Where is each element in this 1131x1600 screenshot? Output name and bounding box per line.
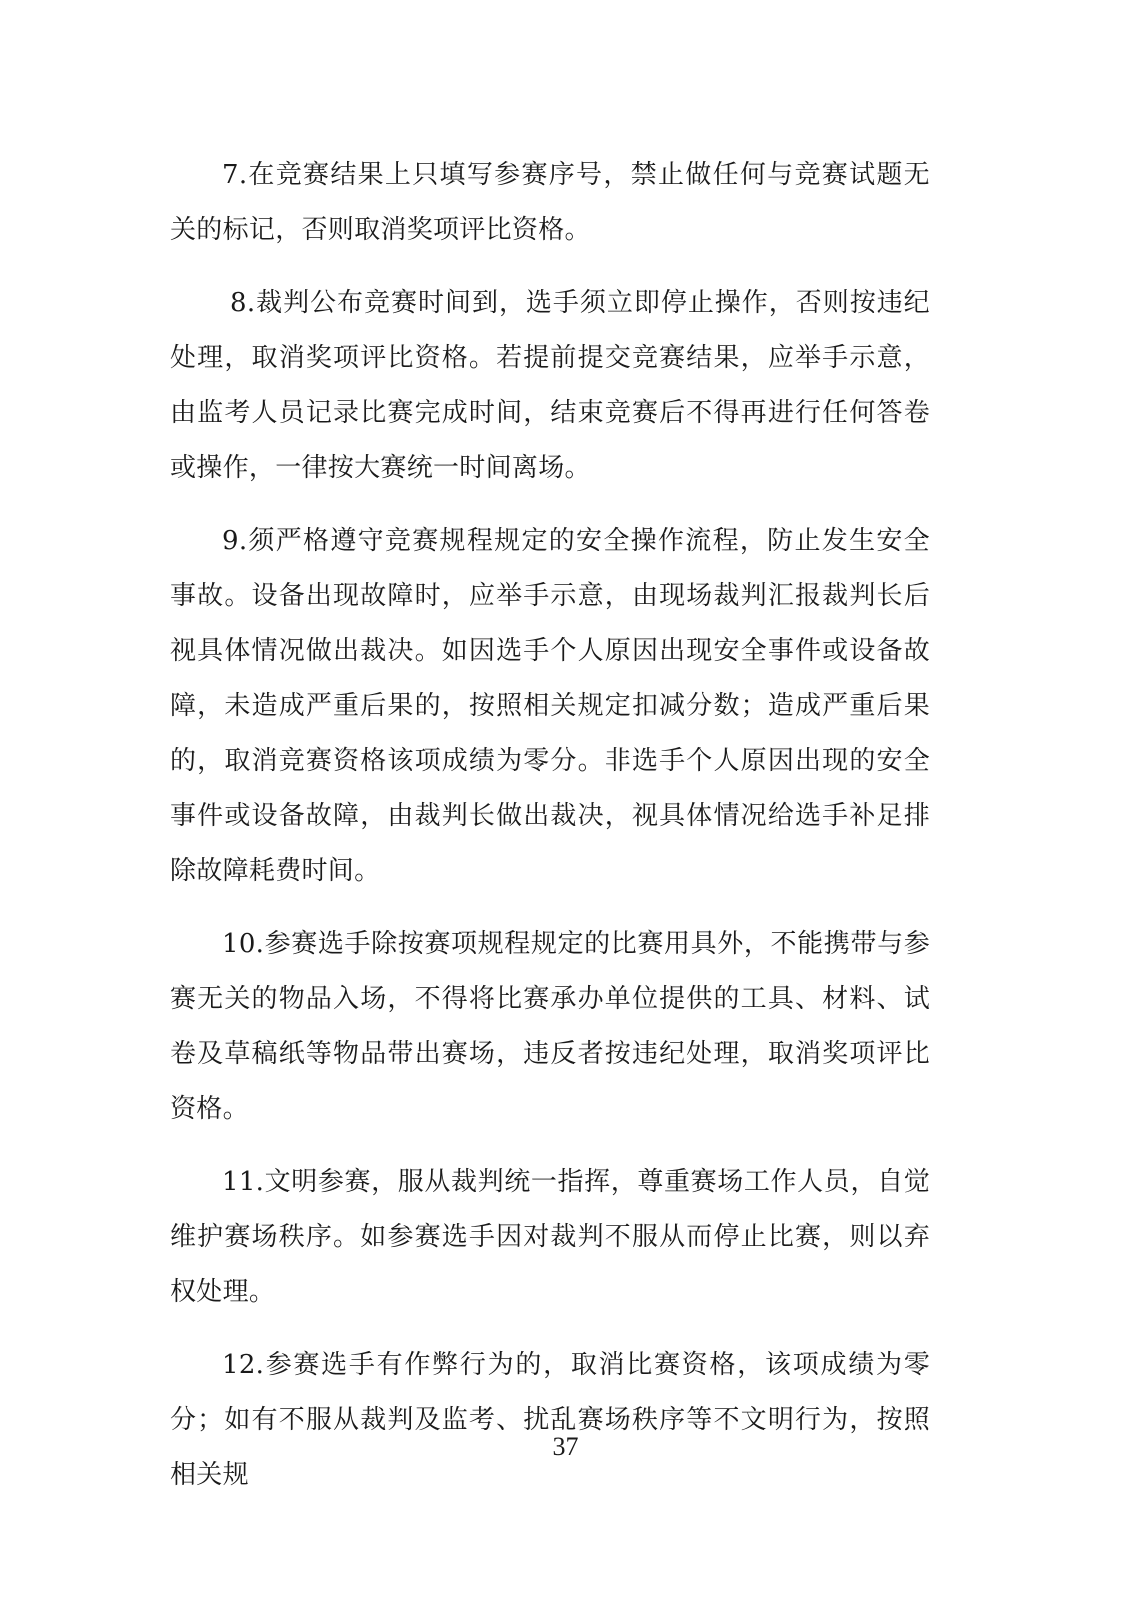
- page-body: [170, 148, 930, 1503]
- paragraph-rule-7: 7.在竞赛结果上只填写参赛序号，禁止做任何与竞赛试题无关的标记，否则取消奖项评比资格。: [170, 160, 930, 245]
- page-number: 37: [552, 1432, 579, 1461]
- paragraph-rule-11: 11.文明参赛，服从裁判统一指挥，尊重赛场工作人员，自觉维护赛场秩序。如参赛选手因对裁判不服从而停止比赛，则以弃权处理。: [170, 1167, 930, 1307]
- paragraph-rule-10: 10.参赛选手除按赛项规程规定的比赛用具外，不能携带与参赛无关的物品入场，不得将比赛承办单位提供的工具、材料、试卷及草稿纸等物品带出赛场，违反者按违纪处理，取消奖项评比资格。: [170, 929, 930, 1124]
- paragraph-rule-12: 12.参赛选手有作弊行为的，取消比赛资格，该项成绩为零分；如有不服从裁判及监考、扰乱赛场秩序等不文明行为，按照相关规: [170, 1350, 930, 1490]
- paragraph-rule-9: 9.须严格遵守竞赛规程规定的安全操作流程，防止发生安全事故。设备出现故障时，应举手示意，由现场裁判汇报裁判长后视具体情况做出裁决。如因选手个人原因出现安全事件或设备故障，未造成严重后果的，按照相关规定扣减分数；造成严重后果的，取消竞赛资格该项成绩为零分。非选手个人原因出现的安全事件或设备故障，由裁判长做出裁决，视具体情况给选手补足排除故障耗费时间。: [170, 526, 930, 886]
- paragraph-rule-8: 8.裁判公布竞赛时间到，选手须立即停止操作，否则按违纪处理，取消奖项评比资格。若提前提交竞赛结果，应举手示意，由监考人员记录比赛完成时间，结束竞赛后不得再进行任何答卷或操作，一律按大赛统一时间离场。: [170, 288, 930, 483]
